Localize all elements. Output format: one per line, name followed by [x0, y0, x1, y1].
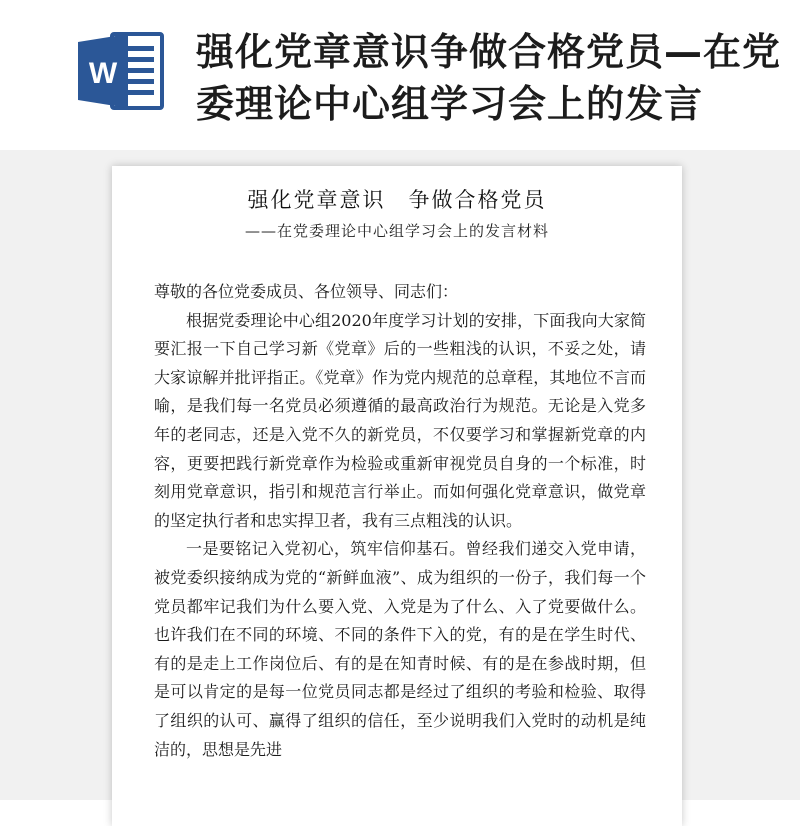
banner — [0, 0, 800, 168]
banner-title: 强化党章意识争做合格党员—在党委理论中心组学习会上的发言 — [196, 30, 782, 126]
paragraph: 一是要铭记入党初心，筑牢信仰基石。曾经我们递交入党申请，被党委织接纳成为党的“新鲜血液”、成为组织的一份子，我们每一个党员都牢记我们为什么要入党、入党是为了什么、入了党要做什么。也许我们在不同的环境、不同的条件下入的党，有的是在学生时代、有的是走上工作岗位后、有的是在知青时候、有的是在参战时期，但是可以肯定的是每一位党员同志都是经过了组织的考验和检验、取得了组织的认可、赢得了组织的信任，至少说明我们入党时的动机是纯洁的，思想是先进 — [154, 539, 646, 759]
salutation: 尊敬的各位党委成员、各位领导、同志们： — [154, 282, 459, 301]
word-document-icon — [76, 32, 166, 110]
paragraph: 根据党委理论中心组2020年度学习计划的安排，下面我向大家简要汇报一下自己学习新《党章》后的一些粗浅的认识，不妥之处，请大家谅解并批评指正。《党章》作为党内规范的总章程，其地位不言而喻，是我们每一名党员必须遵循的最高政治行为规范。无论是入党多年的老同志，还是入党不久的新党员，不仅要学习和掌握新党章的内容，更要把践行新党章作为检验或重新审视党员自身的一个标准，时刻用党章意识，指引和规范言行举止。而如何强化党章意识，做党章的坚定执行者和忠实捍卫者，我有三点粗浅的认识。 — [154, 310, 646, 530]
document-title: 强化党章意识 争做合格党员 — [247, 188, 547, 212]
document-subtitle: ——在党委理论中心组学习会上的发言材料 — [244, 222, 549, 240]
document-page — [112, 166, 682, 826]
document-body — [154, 278, 646, 764]
word-icon-letter: W — [88, 57, 118, 90]
